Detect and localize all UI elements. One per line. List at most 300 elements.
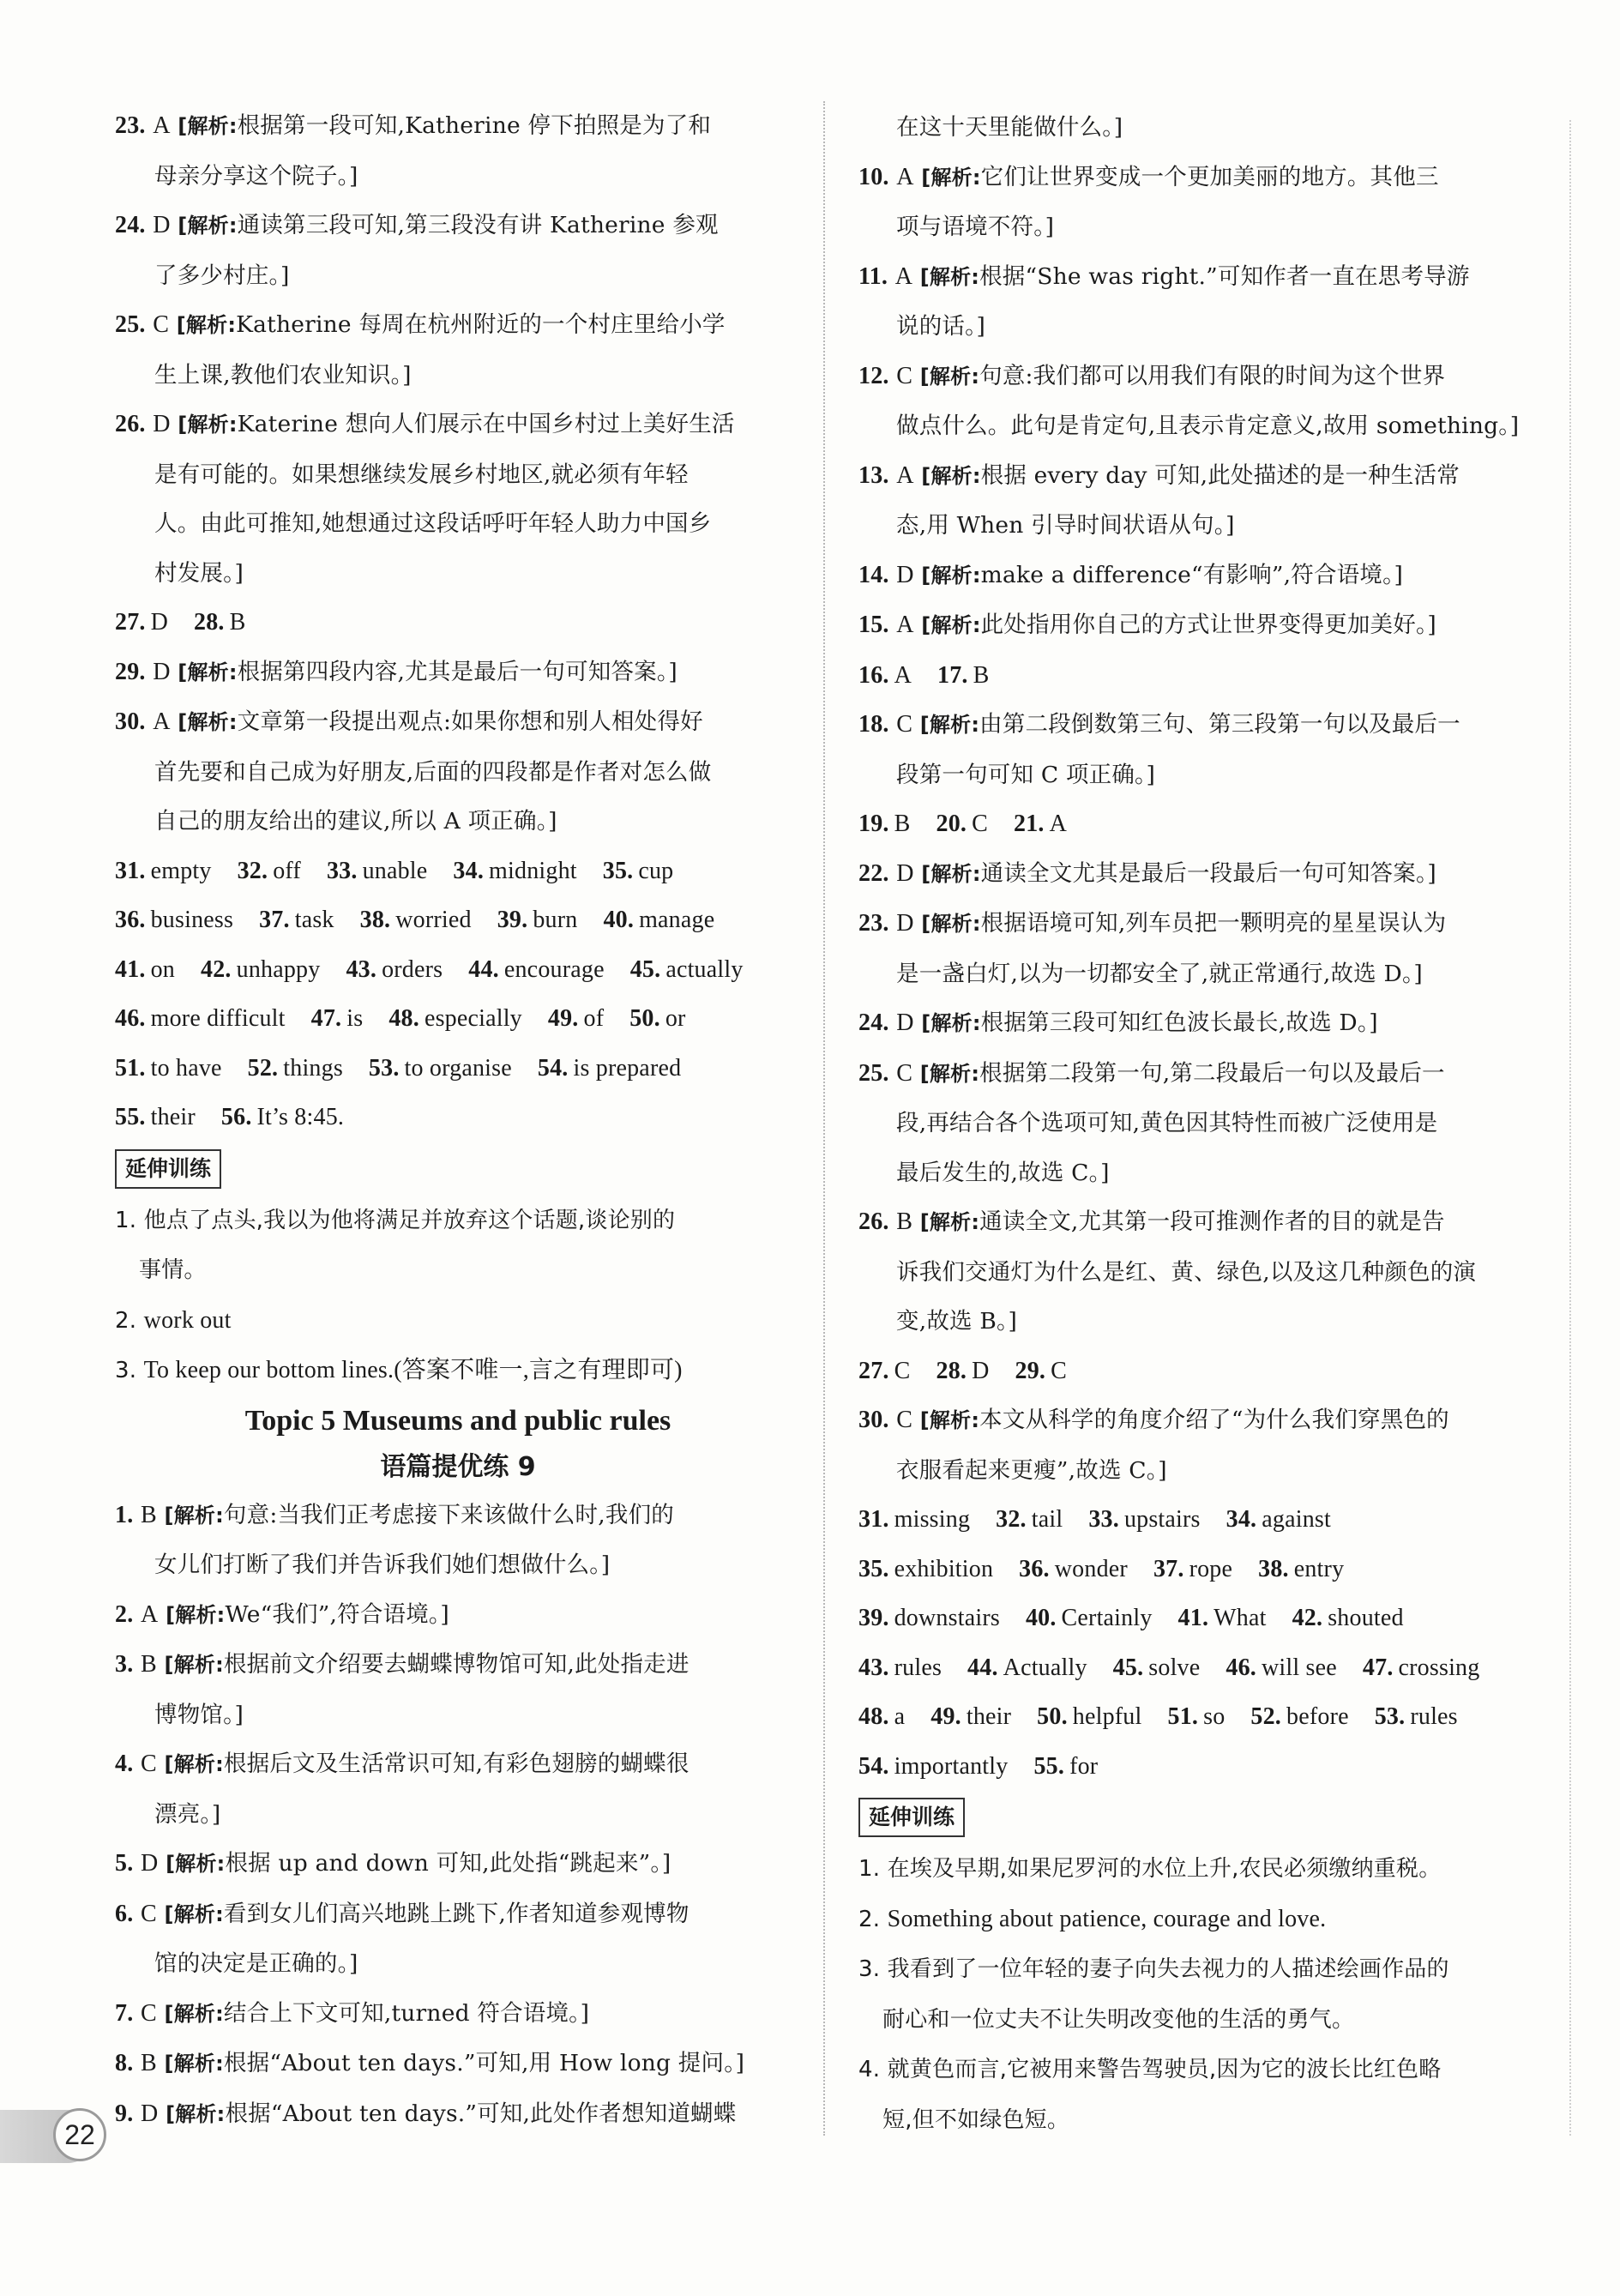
question-number: 3.	[115, 1651, 134, 1678]
question-number: 37.	[1153, 1555, 1184, 1582]
answer-choice: D	[153, 212, 171, 238]
fill-blank-answer	[1113, 1654, 1201, 1681]
analysis-tag: [解析:	[164, 2001, 224, 2026]
fill-blank-answer	[1375, 1703, 1458, 1730]
answer-item	[858, 899, 1536, 949]
answer-item	[858, 600, 1536, 651]
answer-choice: B	[141, 1501, 157, 1528]
question-number: 47.	[310, 1005, 342, 1032]
question-number: 50.	[629, 1005, 660, 1032]
question-number: 19.	[858, 811, 889, 837]
explanation-text: 根据 up and down 可知,此处指“跳起来”。]	[225, 1850, 671, 1877]
answer-value: their	[150, 1104, 196, 1130]
extension-text: 短,但不如绿色短。	[882, 2106, 1070, 2133]
answer-item	[115, 1839, 801, 1889]
explanation-text: 根据 every day 可知,此处描述的是一种生活常	[980, 461, 1460, 489]
explanation-continuation: 段第一句可知 C 项正确。]	[896, 761, 1156, 788]
answer-value: rules	[894, 1654, 942, 1681]
answer-value: to have	[150, 1054, 222, 1082]
answer-value: unhappy	[236, 955, 321, 983]
question-number: 31.	[858, 1506, 889, 1533]
question-number: 52.	[247, 1054, 279, 1082]
extension-text: 事情。	[139, 1257, 207, 1283]
fill-blank-answer-row	[115, 994, 801, 1044]
analysis-tag: [解析:	[164, 1653, 224, 1677]
extension-number: 3.	[115, 1358, 144, 1383]
analysis-tag: [解析:	[919, 264, 980, 289]
question-number: 49.	[547, 1005, 579, 1032]
fill-blank-answer-row	[858, 799, 1536, 849]
question-number: 26.	[115, 411, 146, 437]
question-number: 44.	[967, 1654, 998, 1681]
answer-choice: C	[896, 711, 913, 738]
answer-value: B	[894, 811, 911, 837]
answer-choice: D	[153, 658, 171, 685]
answer-choice: C	[141, 1751, 157, 1777]
question-number: 37.	[259, 907, 290, 933]
explanation-continuation: 项与语境不符。]	[896, 214, 1055, 240]
extension-text: 我看到了一位年轻的妻子向失去视力的人描述绘画作品的	[887, 1956, 1449, 1982]
explanation-continuation: 段,再结合各个选项可知,黄色因其特性而被广泛使用是	[896, 1110, 1438, 1136]
explanation-continuation: 女儿们打断了我们并告诉我们她们想做什么。]	[154, 1552, 611, 1578]
explanation-text: 句意:我们都可以用我们有限的时间为这个世界	[979, 362, 1446, 389]
answer-choice: D	[141, 1850, 159, 1877]
fill-blank-answer-row	[115, 847, 801, 896]
extension-section-heading	[858, 1791, 1536, 1844]
question-number: 23.	[858, 910, 889, 937]
question-number: 33.	[1088, 1506, 1119, 1533]
extension-number: 1.	[858, 1856, 888, 1882]
extension-number: 2.	[858, 1906, 888, 1932]
question-number: 47.	[1362, 1654, 1394, 1681]
answer-choice: C	[896, 1059, 913, 1087]
answer-item	[858, 153, 1536, 203]
question-number: 22.	[858, 859, 889, 887]
analysis-tag: [解析:	[178, 114, 238, 138]
answer-choice: B	[141, 2050, 157, 2076]
answer-value: before	[1286, 1703, 1349, 1730]
analysis-tag: [解析:	[164, 2052, 224, 2076]
fill-blank-answer	[1178, 1605, 1267, 1631]
fill-blank-answer	[115, 609, 168, 636]
answer-value: Actually	[1003, 1654, 1087, 1681]
fill-blank-answer	[858, 1703, 905, 1730]
explanation-text: 句意:当我们正考虑接下来该做什么时,我们的	[223, 1501, 674, 1528]
question-number: 48.	[388, 1005, 419, 1032]
extension-text: 耐心和一位丈夫不让失明改变他的生活的勇气。	[882, 2006, 1355, 2033]
question-number: 31.	[115, 857, 146, 884]
answer-value: entry	[1293, 1555, 1345, 1582]
fill-blank-answer	[115, 1005, 286, 1032]
answer-value: on	[150, 955, 176, 983]
question-number: 55.	[115, 1104, 146, 1130]
explanation-continuation: 诉我们交通灯为什么是红、黄、绿色,以及这几种颜色的演	[896, 1258, 1477, 1286]
answer-value: business	[150, 907, 234, 933]
answer-value: rope	[1189, 1555, 1233, 1582]
fill-blank-answer	[497, 907, 578, 933]
fill-blank-answer-row	[858, 1347, 1536, 1396]
analysis-tag: [解析:	[919, 1408, 980, 1432]
explanation-text: 由第二段倒数第三句、第三段第一句以及最后一	[979, 711, 1460, 738]
extension-continuation	[115, 1245, 801, 1296]
answer-choice: A	[896, 163, 914, 190]
fill-blank-answer	[194, 609, 246, 636]
fill-blank-answer	[1292, 1605, 1404, 1631]
fill-blank-answer	[1258, 1556, 1344, 1582]
question-number: 48.	[858, 1703, 889, 1730]
question-number: 30.	[858, 1407, 889, 1433]
answer-choice: D	[896, 859, 914, 887]
answer-value: their	[966, 1703, 1012, 1730]
explanation-text: 文章第一段提出观点:如果你想和别人相处得好	[237, 708, 703, 735]
answer-choice: D	[896, 561, 914, 588]
answer-choice: C	[141, 1900, 157, 1927]
analysis-tag: [解析:	[178, 413, 238, 437]
extension-continuation	[858, 2095, 1536, 2146]
fill-blank-answer-row	[858, 1545, 1536, 1594]
question-number: 11.	[858, 262, 888, 290]
answer-item	[115, 101, 801, 152]
fill-blank-answer	[259, 907, 334, 933]
explanation-text: make a difference“有影响”,符合语境。]	[980, 561, 1404, 588]
analysis-tag: [解析:	[921, 912, 981, 936]
question-number: 34.	[453, 857, 485, 884]
answer-value: is prepared	[573, 1054, 682, 1082]
answer-item	[858, 1197, 1536, 1248]
extension-badge: 延伸训练	[858, 1798, 965, 1837]
fill-blank-answer	[115, 858, 212, 884]
answer-item	[858, 998, 1536, 1049]
question-number: 49.	[930, 1703, 961, 1730]
explanation-continuation: 人。由此可推知,她想通过这段话呼吁年轻人助力中国乡	[154, 510, 712, 537]
question-number: 28.	[936, 1357, 967, 1384]
answer-value: empty	[150, 857, 212, 884]
fill-blank-answer	[858, 1506, 970, 1533]
fill-blank-answer-row	[858, 651, 1536, 701]
extension-text: 在埃及早期,如果尼罗河的水位上升,农民必须缴纳重税。	[887, 1856, 1442, 1882]
explanation-text: 根据“About ten days.”可知,此处作者想知道蝴蝶	[225, 2100, 737, 2127]
fill-blank-answer	[996, 1506, 1063, 1533]
fill-blank-answer	[858, 1654, 942, 1681]
question-number: 29.	[1015, 1357, 1046, 1384]
extension-item	[858, 1844, 1536, 1895]
fill-blank-answer	[1226, 1654, 1337, 1681]
fill-blank-answer	[858, 1605, 1000, 1631]
fill-blank-answer	[360, 907, 472, 933]
question-number: 4.	[115, 1751, 134, 1777]
answer-choice: A	[894, 262, 913, 290]
explanation-text: 根据第一段可知,Katherine 停下拍照是为了和	[237, 112, 712, 139]
question-number: 39.	[858, 1605, 889, 1631]
extension-number: 2.	[115, 1307, 144, 1334]
fill-blank-answer	[1363, 1654, 1480, 1681]
explanation-text: 通读全文尤其是最后一段最后一句可知答案。]	[980, 859, 1436, 887]
answer-choice: A	[896, 461, 914, 489]
page-number: 22	[53, 2108, 106, 2161]
question-number: 36.	[115, 907, 146, 933]
fill-blank-answer	[201, 956, 320, 983]
answer-item	[858, 700, 1536, 750]
fill-blank-answer-row	[115, 895, 801, 945]
answer-value: things	[283, 1054, 343, 1082]
explanation-continuation: 是一盏白灯,以为一切都安全了,就正常通行,故选 D。]	[896, 960, 1423, 987]
question-number: 13.	[858, 461, 889, 489]
analysis-tag: [解析:	[919, 1210, 980, 1234]
answer-value: exhibition	[894, 1555, 994, 1582]
fill-blank-answer	[1250, 1703, 1348, 1730]
answer-choice: C	[896, 362, 913, 389]
fill-blank-answer	[115, 1055, 222, 1082]
fill-blank-answer	[468, 956, 604, 983]
analysis-tag: [解析:	[921, 1011, 981, 1035]
question-number: 41.	[115, 955, 146, 983]
question-number: 30.	[115, 708, 146, 735]
answer-value: will see	[1262, 1654, 1337, 1681]
answer-value: wonder	[1054, 1555, 1128, 1582]
answer-value: to organise	[404, 1054, 512, 1082]
answer-value: Certainly	[1061, 1605, 1153, 1631]
answer-item	[115, 300, 801, 351]
answer-value: What	[1213, 1605, 1267, 1631]
fill-blank-answer	[346, 956, 443, 983]
explanation-continuation: 博物馆。]	[154, 1701, 244, 1728]
question-number: 51.	[115, 1054, 146, 1082]
answer-value: cup	[638, 857, 674, 884]
explanation-continuation: 馆的决定是正确的。]	[154, 1950, 358, 1977]
answer-value: B	[973, 661, 990, 689]
explanation-continuation: 态,用 When 引导时间状语从句。]	[896, 512, 1235, 539]
fill-blank-answer	[538, 1055, 681, 1082]
question-number: 23.	[115, 112, 146, 139]
question-number: 53.	[1374, 1703, 1406, 1730]
answer-choice: B	[141, 1651, 157, 1678]
answer-value: manage	[639, 907, 715, 933]
question-number: 39.	[497, 907, 528, 933]
extension-item	[115, 1196, 801, 1246]
answer-value: or	[665, 1005, 686, 1032]
question-number: 21.	[1014, 811, 1045, 837]
analysis-tag: [解析:	[921, 463, 981, 488]
question-number: 5.	[115, 1850, 134, 1877]
answer-value: B	[229, 609, 246, 636]
question-number: 56.	[220, 1104, 252, 1130]
question-number: 17.	[937, 661, 968, 689]
answer-item	[115, 201, 801, 251]
fill-blank-answer-row	[115, 598, 801, 648]
analysis-tag: [解析:	[166, 1852, 226, 1876]
question-number: 26.	[858, 1208, 889, 1235]
answer-choice: D	[896, 910, 914, 937]
answer-value: a	[894, 1703, 906, 1730]
question-number: 53.	[368, 1054, 400, 1082]
fill-blank-answer-row	[115, 1044, 801, 1094]
question-number: 24.	[115, 212, 146, 238]
extension-text: 他点了点头,我以为他将满足并放弃这个话题,谈论别的	[143, 1207, 676, 1233]
fill-blank-answer	[453, 858, 576, 884]
answer-item	[858, 1049, 1536, 1100]
answer-item	[858, 252, 1536, 303]
analysis-tag: [解析:	[921, 613, 981, 637]
extension-number: 3.	[858, 1956, 888, 1982]
answer-value: is	[346, 1005, 364, 1032]
explanation-continuation: 首先要和自己成为好朋友,后面的四段都是作者对怎么做	[154, 758, 712, 786]
answer-choice: B	[896, 1208, 913, 1235]
answer-value: tail	[1031, 1506, 1063, 1533]
explanation-text: 根据前文介绍要去蝴蝶博物馆可知,此处指走进	[223, 1651, 690, 1678]
question-number: 27.	[115, 609, 146, 636]
fill-blank-answer	[1168, 1703, 1226, 1730]
explanation-continuation: 生上课,教他们农业知识。]	[154, 361, 412, 389]
explanation-text: 结合上下文可知,turned 符合语境。]	[223, 1999, 590, 2027]
fill-blank-answer-row	[858, 1742, 1536, 1792]
question-number: 7.	[115, 1999, 134, 2027]
question-number: 35.	[602, 857, 634, 884]
question-number: 51.	[1167, 1703, 1199, 1730]
right-edge-line	[1569, 120, 1571, 2136]
answer-item	[115, 1590, 801, 1641]
extension-section-heading	[115, 1142, 801, 1196]
question-number: 41.	[1177, 1605, 1209, 1631]
question-number: 45.	[1112, 1654, 1144, 1681]
question-number: 42.	[1292, 1605, 1323, 1631]
right-column	[858, 103, 1536, 2145]
extension-number: 1.	[115, 1207, 144, 1233]
fill-blank-answer	[1014, 811, 1067, 837]
section-subheading: 语篇提优练 9	[380, 1451, 536, 1482]
fill-blank-answer	[238, 858, 301, 884]
answer-value: downstairs	[894, 1605, 1000, 1631]
fill-blank-answer	[858, 811, 911, 837]
question-number: 32.	[237, 857, 268, 884]
analysis-tag: [解析:	[164, 1901, 224, 1926]
answer-value: against	[1262, 1506, 1331, 1533]
answer-value: shouted	[1328, 1605, 1404, 1631]
answer-value: off	[273, 857, 301, 884]
analysis-tag: [解析:	[921, 861, 981, 886]
answer-item	[858, 551, 1536, 601]
question-number: 2.	[115, 1600, 134, 1628]
fill-blank-answer	[858, 662, 912, 689]
question-number: 46.	[1226, 1654, 1256, 1681]
explanation-text: 通读全文,尤其第一段可推测作者的目的就是告	[979, 1208, 1445, 1235]
answer-value: midnight	[489, 857, 577, 884]
answer-item	[858, 451, 1536, 502]
extension-text: To keep our bottom lines.(答案不唯一,言之有理即可)	[143, 1357, 683, 1383]
column-divider	[823, 101, 825, 2136]
question-number: 36.	[1019, 1555, 1050, 1582]
answer-item	[858, 352, 1536, 402]
answer-value: actually	[665, 955, 744, 983]
analysis-tag: [解析:	[166, 2101, 226, 2126]
question-number: 8.	[115, 2050, 134, 2076]
fill-blank-answer	[858, 1753, 1008, 1780]
explanation-text: 根据“About ten days.”可知,用 How long 提问。]	[223, 2050, 745, 2076]
answer-value: A	[894, 661, 912, 689]
fill-blank-answer	[858, 1358, 911, 1384]
answer-value: worried	[395, 907, 472, 933]
question-number: 12.	[858, 362, 889, 389]
fill-blank-answer	[967, 1654, 1087, 1681]
fill-blank-answer	[115, 1104, 196, 1130]
explanation-continuation: 变,故选 B。]	[896, 1308, 1018, 1335]
answer-item	[115, 400, 801, 450]
question-number: 15.	[858, 612, 889, 638]
analysis-tag: [解析:	[919, 1061, 980, 1086]
extension-badge: 延伸训练	[115, 1149, 221, 1189]
explanation-continuation: 漂亮。]	[154, 1800, 221, 1828]
fill-blank-answer	[937, 662, 990, 689]
question-number: 6.	[115, 1900, 134, 1927]
fill-blank-answer	[936, 811, 989, 837]
fill-blank-answer-row	[858, 1692, 1536, 1742]
fill-blank-answer-row	[858, 1594, 1536, 1643]
explanation-text: 根据第二段第一句,第二段最后一句以及最后一	[979, 1059, 1445, 1087]
answer-value: especially	[424, 1005, 522, 1032]
explanation-text: Katerine 想向人们展示在中国乡村过上美好生活	[237, 411, 735, 437]
extension-text: Something about patience, courage and love.	[887, 1905, 1327, 1932]
answer-item	[115, 2089, 801, 2140]
answer-value: helpful	[1072, 1703, 1142, 1730]
fill-blank-answer	[388, 1005, 522, 1032]
extension-continuation	[858, 1995, 1536, 2046]
question-number: 54.	[537, 1054, 569, 1082]
explanation-text: We“我们”,符合语境。]	[225, 1600, 449, 1628]
extension-item	[858, 1895, 1536, 1945]
fill-blank-answer	[548, 1005, 604, 1032]
fill-blank-answer	[1226, 1506, 1331, 1533]
fill-blank-answer	[936, 1358, 990, 1384]
fill-blank-answer	[1015, 1358, 1068, 1384]
fill-blank-answer	[1026, 1605, 1153, 1631]
answer-item	[115, 1989, 801, 2040]
question-number: 43.	[858, 1654, 889, 1681]
extension-item	[115, 1296, 801, 1347]
analysis-tag: [解析:	[919, 713, 980, 737]
fill-blank-answer-row	[115, 1093, 801, 1142]
answer-value: encourage	[503, 955, 605, 983]
question-number: 42.	[201, 955, 232, 983]
explanation-text: 根据第四段内容,尤其是最后一句可知答案。]	[237, 658, 678, 685]
explanation-continuation: 在这十天里能做什么。]	[896, 114, 1123, 141]
question-number: 28.	[194, 609, 225, 636]
fill-blank-answer	[1033, 1753, 1098, 1780]
fill-blank-answer	[115, 907, 233, 933]
explanation-text: 根据“She was right.”可知作者一直在思考导游	[979, 262, 1470, 290]
fill-blank-answer	[629, 1005, 685, 1032]
answer-choice: A	[153, 112, 171, 139]
answer-value: D	[972, 1357, 990, 1384]
explanation-text: 根据语境可知,列车员把一颗明亮的星星误认为	[980, 910, 1447, 937]
explanation-continuation: 是有可能的。如果想继续发展乡村地区,就必须有年轻	[154, 461, 689, 488]
fill-blank-answer	[930, 1703, 1011, 1730]
answer-value: C	[972, 811, 988, 837]
analysis-tag: [解析:	[178, 710, 238, 734]
question-number: 52.	[1250, 1703, 1282, 1730]
answer-choice: D	[141, 2100, 159, 2127]
fill-blank-answer	[327, 858, 427, 884]
analysis-tag: [解析:	[921, 165, 981, 190]
extension-text: work out	[143, 1306, 232, 1334]
analysis-tag: [解析:	[164, 1503, 224, 1528]
fill-blank-answer	[1019, 1556, 1128, 1582]
explanation-text: Katherine 每周在杭州附近的一个村庄里给小学	[236, 311, 726, 338]
answer-value: of	[583, 1005, 605, 1032]
fill-blank-answer-row	[858, 1495, 1536, 1545]
answer-value: task	[294, 907, 334, 933]
question-number: 38.	[1258, 1555, 1289, 1582]
fill-blank-answer-row	[115, 945, 801, 995]
answer-value: orders	[382, 955, 443, 983]
